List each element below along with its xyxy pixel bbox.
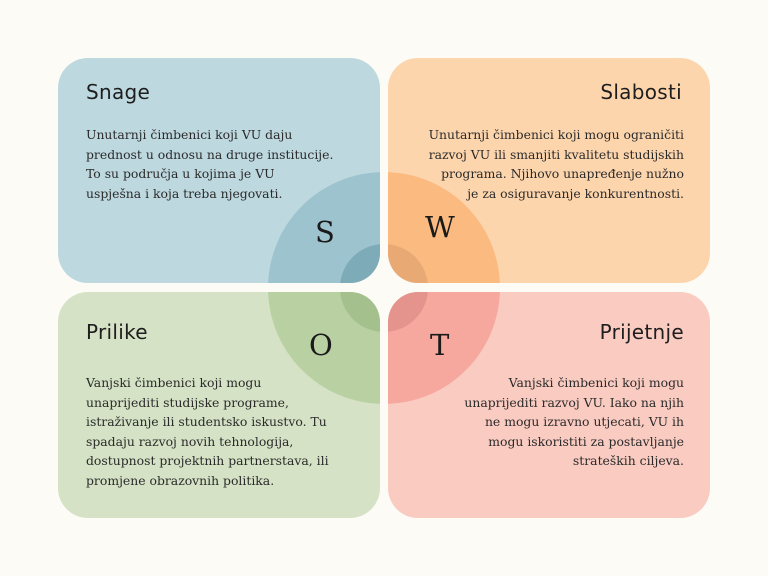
weaknesses-title: Slabosti	[600, 80, 682, 104]
weaknesses-description: Unutarnji čimbenici koji mogu ograničiti razvoj VU ili smanjiti kvalitetu studijskih programa. Njihovo unapređenje nužno je za osiguravanje konkurentnosti.	[428, 127, 684, 201]
opportunities-title: Prilike	[86, 320, 148, 344]
large-circle-segments	[268, 172, 500, 404]
letter-t: T	[430, 328, 450, 362]
threats-title: Prijetnje	[599, 320, 684, 344]
strengths-title: Snage	[86, 80, 151, 104]
strengths-description: Unutarnji čimbenici koji VU daju prednost u odnosu na druge institucije. To su područja u kojima je VU uspješna i koja treba njegovati.	[86, 127, 334, 201]
opportunities-description: Vanjski čimbenici koji mogu unaprijediti studijske programe, istraživanje ili studentsko iskustvo. Tu spadaju razvoj novih tehnologija, dostupnost projektnih partnerstava, ili promjene obrazovnih politika.	[86, 375, 329, 488]
small-circle-segments	[340, 244, 428, 332]
letter-s: S	[315, 215, 335, 249]
threats-description: Vanjski čimbenici koji mogu unaprijediti razvoj VU. Iako na njih ne mogu izravno utjecati, VU ih mogu iskoristiti za postavljanje strateških ciljeva.	[464, 375, 684, 468]
letter-w: W	[425, 210, 455, 244]
letter-o: O	[309, 328, 333, 362]
